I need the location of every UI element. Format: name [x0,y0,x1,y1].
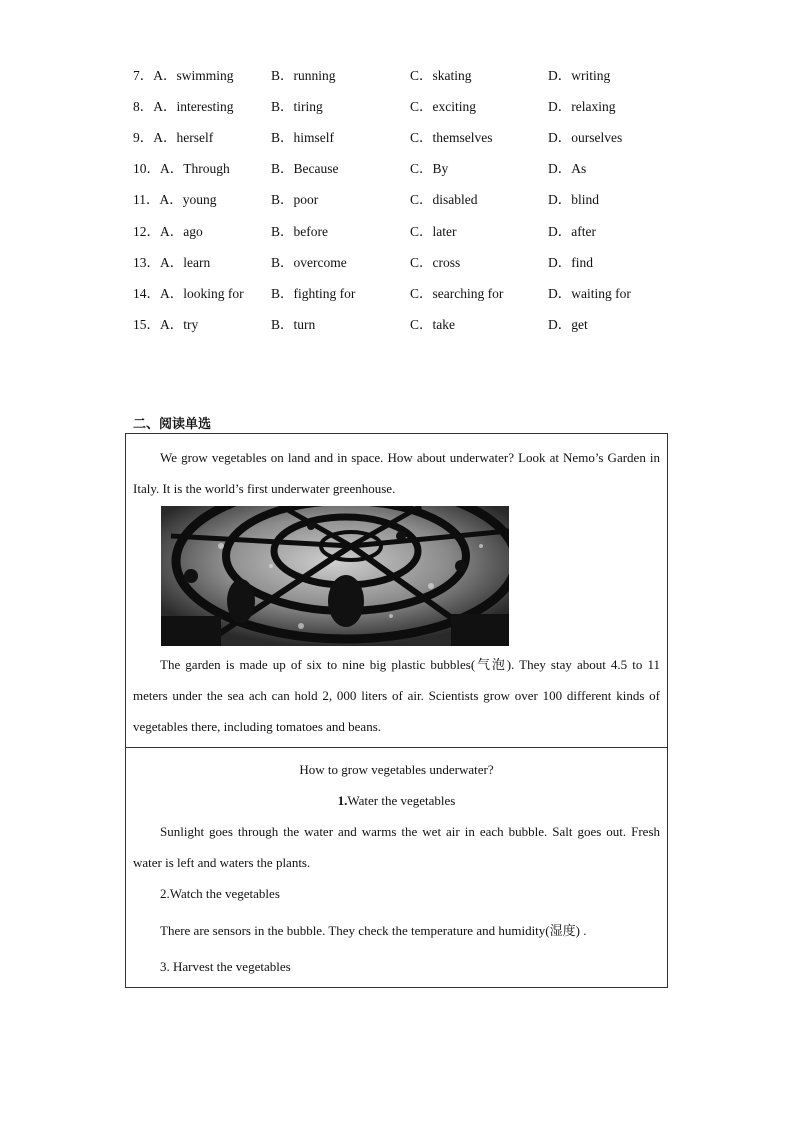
option-cell-a [133,128,213,148]
option-a: A．learn [160,255,211,270]
option-b: B．before [271,224,328,239]
question-number: 15． [133,317,160,332]
question-row [133,253,673,273]
passage-body: The garden is made up of six to nine big plastic bubbles(气泡). They stay about 4.5 to 11 meters under the sea ach can hold 2, 000 liters of air. Scientists grow over 100 different kinds of vegetables there, including tomatoes and beans. [133,657,660,734]
passage-intro: We grow vegetables on land and in space. How about underwater? Look at Nemo’s Garden in Italy. It is the world’s first underwater greenhouse. [133,450,660,496]
option-cell-a [133,222,203,242]
question-row [133,315,673,335]
option-b: B．Because [271,161,339,176]
howto-box [125,747,668,988]
question-row [133,284,673,304]
question-row [133,66,673,86]
option-cell-a [133,284,244,304]
option-cell-a [133,253,210,273]
howto-title: How to grow vegetables underwater? [299,762,494,777]
option-cell-a [133,190,217,210]
step1-heading [126,791,667,811]
question-number: 12． [133,224,160,239]
option-d: D．get [548,317,588,332]
question-row [133,222,673,242]
option-b: B．turn [271,317,316,332]
option-cell-a [133,315,198,335]
option-cell-a [133,97,234,117]
step1-title: Water the vegetables [347,793,456,808]
option-b: B．running [271,68,336,83]
option-d: D．ourselves [548,130,623,145]
option-a: A．ago [160,224,203,239]
option-cell-a [133,66,234,86]
question-row [133,159,673,179]
step1-text: Sunlight goes through the water and warms the wet air in each bubble. Salt goes out. Fresh water is left and waters the plants. [133,824,660,870]
option-b: B．overcome [271,255,347,270]
passage-box [125,433,668,748]
question-number: 8． [133,99,154,114]
question-row [133,190,673,210]
option-c: C．cross [410,255,461,270]
option-d: D．blind [548,192,600,207]
option-b: B．himself [271,130,334,145]
question-number: 9． [133,130,154,145]
option-b: B．tiring [271,99,323,114]
option-d: D．writing [548,68,611,83]
option-c: C．searching for [410,286,504,301]
question-number: 10． [133,161,160,176]
option-cell-a [133,159,230,179]
question-number: 14． [133,286,160,301]
option-a: A．interesting [153,99,234,114]
option-d: D．after [548,224,596,239]
option-d: D．As [548,161,587,176]
option-d: D．waiting for [548,286,631,301]
question-row [133,97,673,117]
question-row [133,128,673,148]
underwater-greenhouse-photo [161,506,509,646]
option-a: A．herself [153,130,214,145]
option-c: C．later [410,224,457,239]
option-c: C．themselves [410,130,493,145]
question-number: 11． [133,192,160,207]
option-d: D．find [548,255,593,270]
step3-title: 3. Harvest the vegetables [160,959,291,974]
question-number: 13． [133,255,160,270]
option-b: B．poor [271,192,319,207]
question-number: 7． [133,68,154,83]
option-c: C．By [410,161,449,176]
greenhouse-illustration [161,506,509,646]
step1-number: 1. [337,793,348,808]
option-a: A．swimming [153,68,234,83]
option-b: B．fighting for [271,286,356,301]
option-d: D．relaxing [548,99,616,114]
step2-title: 2.Watch the vegetables [160,886,280,901]
option-a: A．looking for [160,286,244,301]
option-c: C．skating [410,68,472,83]
option-a: A．young [159,192,217,207]
section-title: 二、阅读单选 [133,417,212,432]
step2-text: There are sensors in the bubble. They check the temperature and humidity(湿度) . [160,923,587,938]
option-a: A．try [160,317,199,332]
option-c: C．take [410,317,455,332]
option-c: C．disabled [410,192,478,207]
option-a: A．Through [160,161,230,176]
option-c: C．exciting [410,99,476,114]
